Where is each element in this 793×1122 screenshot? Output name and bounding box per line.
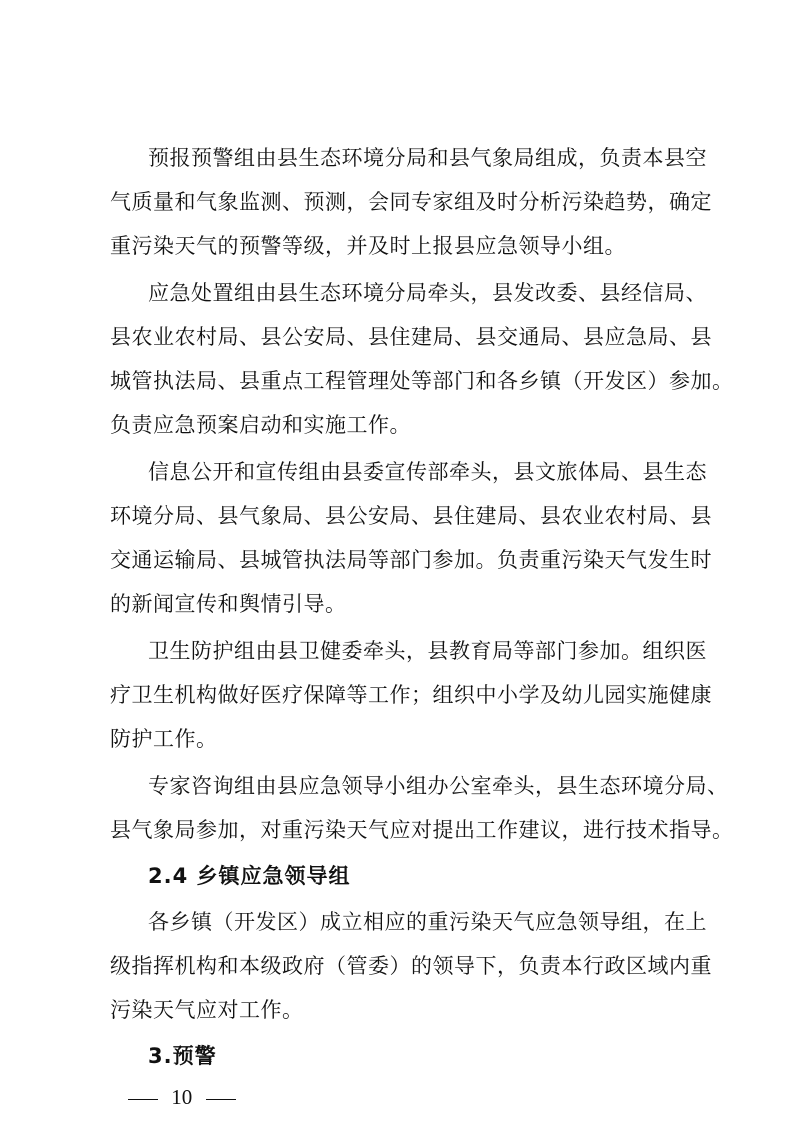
paragraph-line: 县气象局参加，对重污染天气应对提出工作建议，进行技术指导。 [110,818,734,842]
paragraph-line: 的新闻宣传和舆情引导。 [110,592,347,616]
paragraph-line: 专家咨询组由县应急领导小组办公室牵头，县生态环境分局、 [148,774,729,798]
section-heading-3: 3.预警 [148,1044,217,1068]
paragraph-line: 疗卫生机构做好医疗保障等工作；组织中小学及幼儿园实施健康 [110,683,712,707]
paragraph-line: 县农业农村局、县公安局、县住建局、县交通局、县应急局、县 [110,325,712,349]
page-number [120,1082,244,1112]
paragraph-line: 防护工作。 [110,727,218,751]
section-heading-2-4: 2.4 乡镇应急领导组 [148,864,351,888]
paragraph-line: 重污染天气的预警等级，并及时上报县应急领导小组。 [110,234,626,258]
paragraph-line: 卫生防护组由县卫健委牵头，县教育局等部门参加。组织医 [148,639,707,663]
paragraph-line: 交通运输局、县城管执法局等部门参加。负责重污染天气发生时 [110,548,712,572]
paragraph-line: 气质量和气象监测、预测，会同专家组及时分析污染趋势，确定 [110,190,712,214]
paragraph-line: 级指挥机构和本级政府（管委）的领导下，负责本行政区域内重 [110,954,712,978]
page-number-value: 10 [171,1085,193,1109]
paragraph-line: 信息公开和宣传组由县委宣传部牵头，县文旅体局、县生态 [148,460,707,484]
paragraph-line: 应急处置组由县生态环境分局牵头，县发改委、县经信局、 [148,281,707,305]
paragraph-line: 污染天气应对工作。 [110,998,304,1022]
page-number-dash-left [128,1099,158,1100]
page-number-dash-right [206,1099,236,1100]
paragraph-line: 各乡镇（开发区）成立相应的重污染天气应急领导组，在上 [148,910,707,934]
paragraph-line: 城管执法局、县重点工程管理处等部门和各乡镇（开发区）参加。 [110,369,734,393]
paragraph-line: 负责应急预案启动和实施工作。 [110,413,411,437]
paragraph-line: 环境分局、县气象局、县公安局、县住建局、县农业农村局、县 [110,504,712,528]
paragraph-line: 预报预警组由县生态环境分局和县气象局组成，负责本县空 [148,146,707,170]
